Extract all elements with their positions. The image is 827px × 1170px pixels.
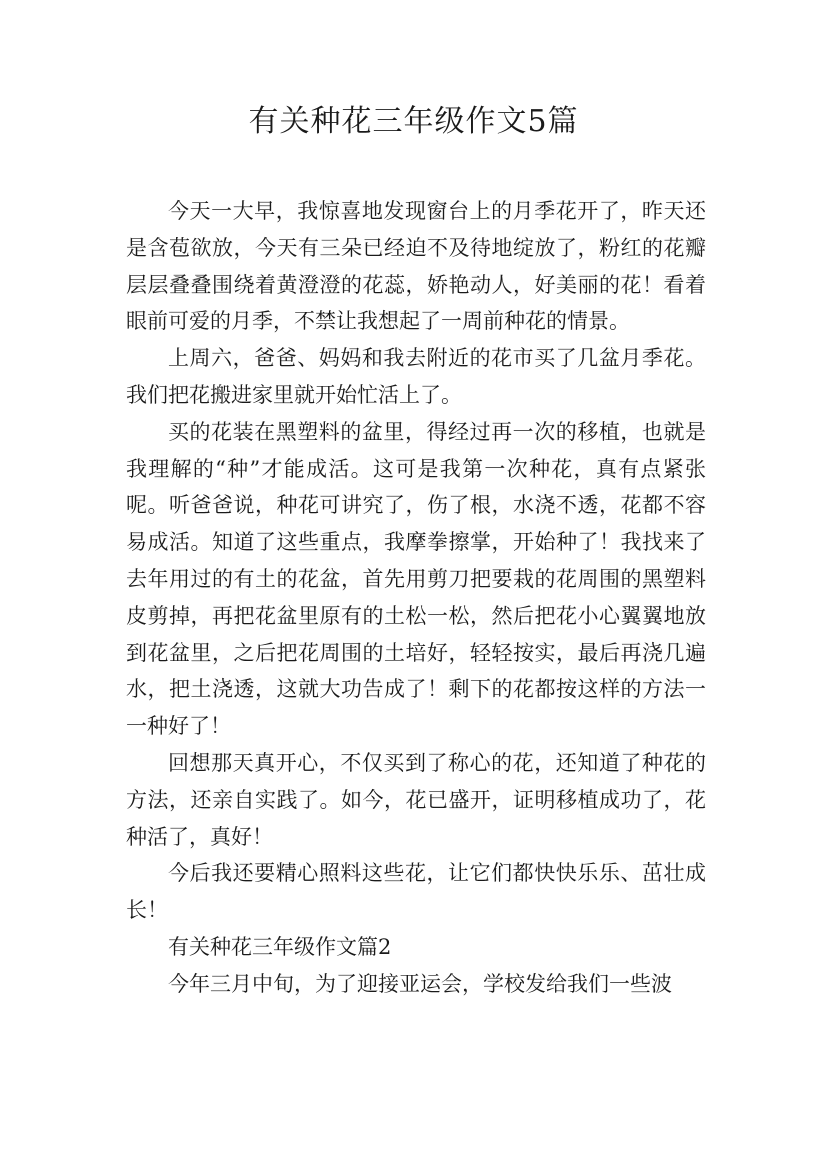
paragraph: 买的花装在黑塑料的盆里，得经过再一次的移植，也就是我理解的“种”才能成活。这可是我第一次种花，真有点紧张呢。听爸爸说，种花可讲究了，伤了根，水浇不透，花都不容易成活。知道了这些重点，我摩拳擦掌，开始种了！我找来了去年用过的有土的花盆，首先用剪刀把要栽的花周围的黑塑料皮剪掉，再把花盆里原有的土松一松，然后把花小心翼翼地放到花盆里，之后把花周围的土培好，轻轻按实，最后再浇几遍水，把土浇透，这就大功告成了！剩下的花都按这样的方法一一种好了！ — [126, 419, 706, 739]
document-body — [126, 193, 706, 1003]
paragraph: 今年三月中旬，为了迎接亚运会，学校发给我们一些波 — [168, 971, 672, 996]
document-title: 有关种花三年级作文5篇 — [248, 104, 579, 139]
paragraph: 回想那天真开心，不仅买到了称心的花，还知道了种花的方法，还亲自实践了。如今，花已盛开，证明移植成功了，花种活了，真好！ — [126, 750, 706, 849]
paragraph: 上周六，爸爸、妈妈和我去附近的花市买了几盆月季花。我们把花搬进家里就开始忙活上了。 — [126, 346, 706, 407]
paragraph: 今天一大早，我惊喜地发现窗台上的月季花开了，昨天还是含苞欲放，今天有三朵已经迫不及待地绽放了，粉红的花瓣层层叠叠围绕着黄澄澄的花蕊，娇艳动人，好美丽的花！看着眼前可爱的月季，不禁让我想起了一周前种花的情景。 — [126, 199, 706, 334]
paragraph: 今后我还要精心照料这些花，让它们都快快乐乐、茁壮成长！ — [126, 861, 706, 923]
section-subhead: 有关种花三年级作文篇2 — [168, 934, 392, 959]
